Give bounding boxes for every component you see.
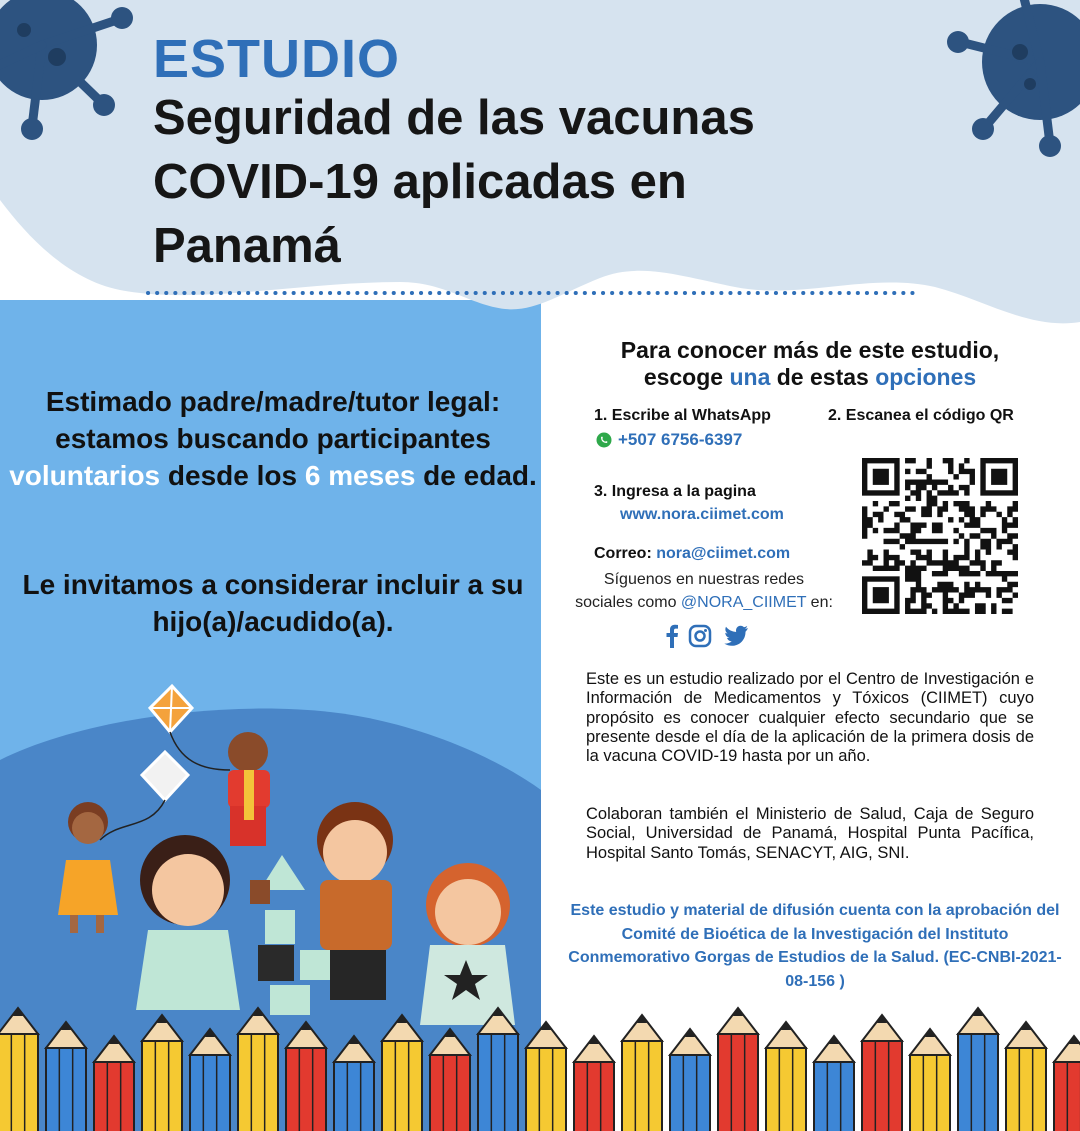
kid-illustration-1 xyxy=(228,732,270,846)
invite-message: Le invitamos a considerar incluir a su hijo(a)/acudido(a). xyxy=(22,569,524,637)
pencil-icon xyxy=(958,1008,998,1131)
qr-code[interactable] xyxy=(862,458,1018,614)
options-heading xyxy=(560,337,1060,391)
email-line xyxy=(594,545,790,563)
highlight-6-meses: 6 meses xyxy=(304,460,416,491)
parent-message xyxy=(8,383,538,494)
facebook-icon[interactable] xyxy=(658,622,686,650)
instagram-icon[interactable] xyxy=(686,622,714,650)
heading-word-de-estas: de estas xyxy=(770,364,876,390)
pencil-icon xyxy=(238,1008,278,1131)
whatsapp-contact[interactable] xyxy=(596,430,742,450)
highlight-voluntarios: voluntarios xyxy=(9,460,161,491)
pencil-icon xyxy=(94,1036,134,1131)
study-description: Este es un estudio realizado por el Centro de Investigación e Información de Medicamentos y Tóxicos (CIIMET) cuyo propósito es conocer cualquier efecto secundario que se presente desde el día de la aplicación de la primera dosis de la vacuna COVID-19 hasta por un año. xyxy=(586,670,1034,766)
pencil-icon xyxy=(0,1008,38,1131)
pencil-icon xyxy=(190,1029,230,1131)
parent-message-text-1: Estimado padre/madre/tutor legal: estamos buscando participantes xyxy=(45,386,501,454)
social-invite-line-1: Síguenos en nuestras redes xyxy=(603,571,805,588)
pencil-icon xyxy=(766,1022,806,1131)
twitter-icon[interactable] xyxy=(722,622,750,650)
social-invite-en: en: xyxy=(806,594,833,611)
pencil-icon xyxy=(670,1029,710,1131)
pencil-icon xyxy=(862,1015,902,1131)
options-heading-line-1: Para conocer más de este estudio, xyxy=(620,337,1000,363)
page-title xyxy=(153,86,933,278)
option-2-label: 2. Escanea el código QR xyxy=(828,407,1014,424)
ethics-approval: Este estudio y material de difusión cuenta con la aprobación del Comité de Bioética de la Investigación del Instituto Conmemorativo Gorgas de Estudios de la Salud. (EC-CNBI-2021-08-156 ) xyxy=(568,902,1062,990)
option-1-label: 1. Escribe al WhatsApp xyxy=(594,407,771,424)
email-link[interactable]: nora@ciimet.com xyxy=(656,545,791,562)
title-line-3: Panamá xyxy=(153,219,341,273)
pencil-border xyxy=(0,990,1080,1131)
social-invite-line-2 xyxy=(560,591,848,614)
pencil-icon xyxy=(286,1022,326,1131)
option-3-label: 3. Ingresa a la pagina xyxy=(594,483,756,500)
email-label: Correo: xyxy=(594,545,652,562)
heading-word-opciones: opciones xyxy=(875,364,977,390)
pencil-icon xyxy=(478,1008,518,1131)
pencil-icon xyxy=(1054,1036,1080,1131)
pencil-icon xyxy=(430,1029,470,1131)
social-invite xyxy=(560,568,848,614)
pencil-icon xyxy=(574,1036,614,1131)
eyebrow-label: ESTUDIO xyxy=(153,29,401,89)
pencil-icon xyxy=(910,1029,950,1131)
pencil-icon xyxy=(46,1022,86,1131)
pencil-icon xyxy=(718,1008,758,1131)
collaborators: Colaboran también el Ministerio de Salud, Caja de Seguro Social, Universidad de Panamá, Hospital Punta Pacífica, Hospital Santo Tomás, SENACYT, AIG, SNI. xyxy=(586,805,1034,862)
social-invite-text: sociales como xyxy=(575,594,681,611)
website-link[interactable]: www.nora.ciimet.com xyxy=(620,506,784,523)
pencil-icon xyxy=(334,1036,374,1131)
title-line-1: Seguridad de las vacunas xyxy=(153,91,755,145)
options-heading-line-2 xyxy=(560,364,1060,391)
heading-word-una: una xyxy=(729,364,771,390)
whatsapp-number[interactable]: +507 6756-6397 xyxy=(618,430,743,449)
pencil-icon xyxy=(142,1015,182,1131)
whatsapp-icon xyxy=(596,432,612,448)
pencil-icon xyxy=(1006,1022,1046,1131)
title-line-2: COVID-19 aplicadas en xyxy=(153,155,687,209)
pencil-icon xyxy=(814,1036,854,1131)
pencil-icon xyxy=(382,1015,422,1131)
pencil-icon xyxy=(526,1022,566,1131)
parent-message-text-2: desde los xyxy=(160,460,305,491)
parent-message-text-3: de edad. xyxy=(415,460,537,491)
social-handle[interactable]: @NORA_CIIMET xyxy=(680,594,807,611)
pencil-icon xyxy=(622,1015,662,1131)
heading-word-escoge: escoge xyxy=(643,364,730,390)
